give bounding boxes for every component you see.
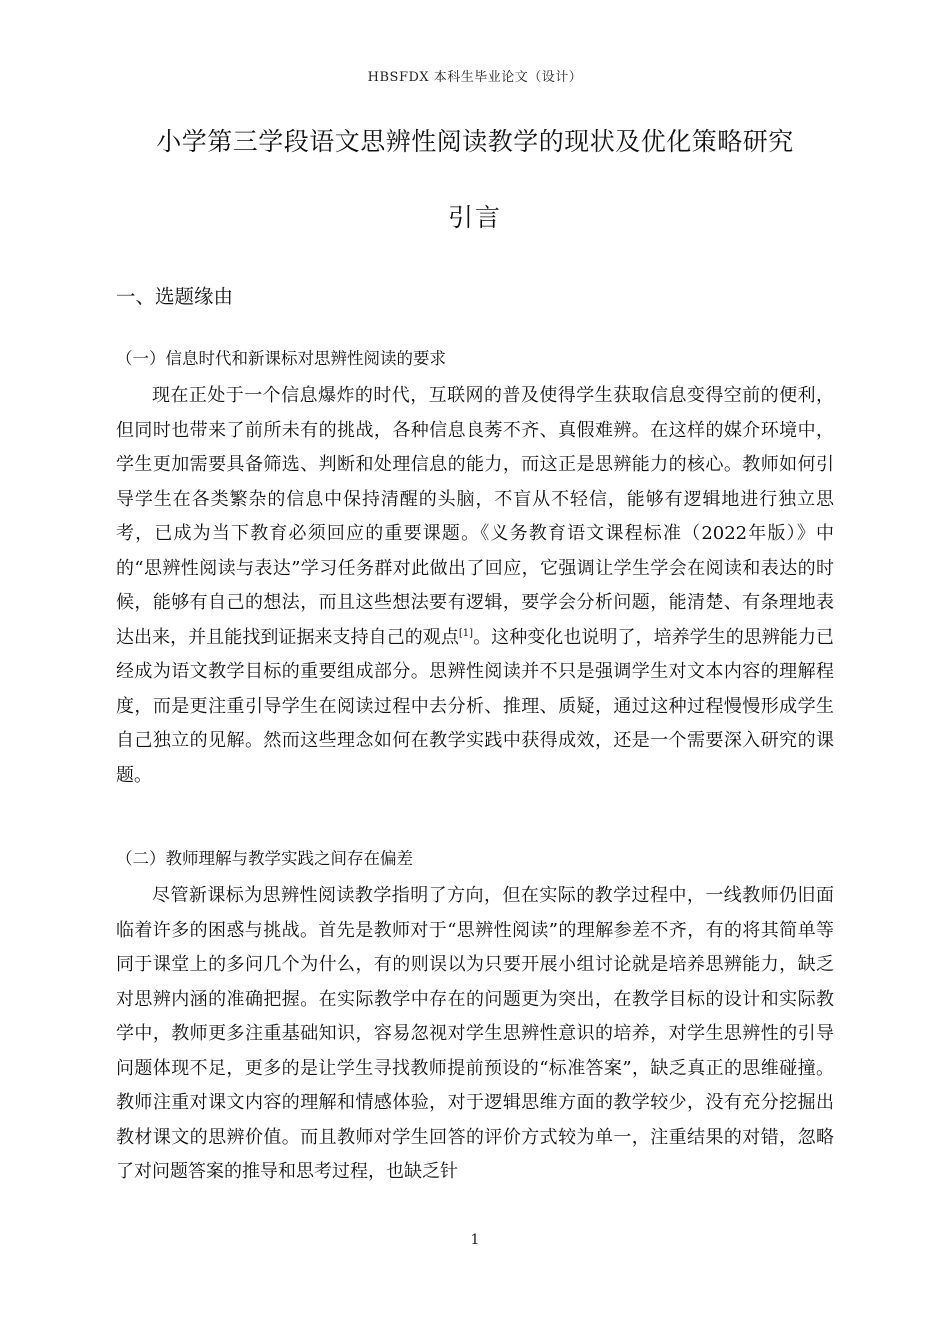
paragraph-2: 尽管新课标为思辨性阅读教学指明了方向，但在实际的教学过程中，一线教师仍旧面临着许多的困惑与挑战。首先是教师对于“思辨性阅读”的理解参差不齐，有的将其简单等同于课堂上的多问几个为什么，有的则误以为只要开展小组讨论就是培养思辨能力，缺乏对思辨内涵的准确把握。在实际教学中存在的问题更为突出，在教学目标的设计和实际教学中，教师更多注重基础知识，容易忽视对学生思辨性意识的培养，对学生思辨性的引导问题体现不足，更多的是让学生寻找教师提前预设的“标准答案”，缺乏真正的思维碰撞。教师注重对课文内容的理解和情感体验，对于逻辑思维方面的教学较少，没有充分挖掘出教材课文的思辨价值。而且教师对学生回答的评价方式较为单一，注重结果的对错，忽略了对问题答案的推导和思考过程，也缺乏针 <box>116 885 834 1182</box>
subsection-heading-1: （一）信息时代和新课标对思辨性阅读的要求 <box>116 349 446 368</box>
page-number: 1 <box>470 1232 480 1248</box>
page-title: 小学第三学段语文思辨性阅读教学的现状及优化策略研究 <box>156 127 794 156</box>
citation-marker[interactable]: [1] <box>458 627 474 639</box>
paragraph-1-text-b: 。这种变化也说明了，培养学生的思辨能力已经成为语文教学目标的重要组成部分。思辨性阅读并不只是强调学生对文本内容的理解程度，而是更注重引导学生在阅读过程中去分析、推理、质疑，通过这种过程慢慢形成学生自己独立的见解。然而这些理念如何在教学实践中获得成效，还是一个需要深入研究的课题。 <box>116 626 834 786</box>
section-heading-1: 一、选题缘由 <box>116 285 234 308</box>
paragraph-1 <box>116 379 834 793</box>
paragraph-1-text-a: 现在正处于一个信息爆炸的时代，互联网的普及使得学生获取信息变得空前的便利，但同时也带来了前所未有的挑战，各种信息良莠不齐、真假难辨。在这样的媒介环境中，学生更加需要具备筛选、判断和处理信息的能力，而这正是思辨能力的核心。教师如何引导学生在各类繁杂的信息中保持清醒的头脑，不盲从不轻信，能够有逻辑地进行独立思考，已成为当下教育必须回应的重要课题。《义务教育语文课程标准（2022年版）》中的“思辨性阅读与表达”学习任务群对此做出了回应，它强调让学生学会在阅读和表达的时候，能够有自己的想法，而且这些想法要有逻辑，要学会分析问题，能清楚、有条理地表达出来，并且能找到证据来支持自己的观点 <box>116 385 834 648</box>
intro-heading: 引言 <box>447 203 502 232</box>
subsection-heading-2: （二）教师理解与教学实践之间存在偏差 <box>116 849 413 868</box>
running-header: HBSFDX 本科生毕业论文（设计） <box>367 70 583 85</box>
